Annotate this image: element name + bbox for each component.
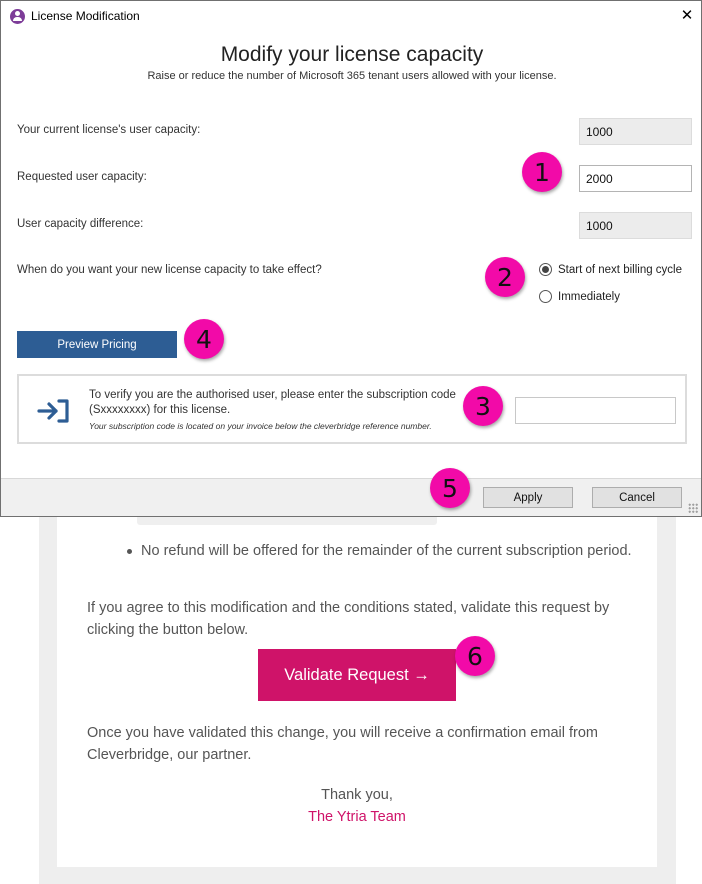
resize-grip-icon[interactable] (688, 503, 698, 513)
window-title: License Modification (31, 9, 140, 23)
radio-immediately[interactable] (539, 290, 620, 303)
sign-in-arrow-icon (37, 398, 71, 424)
callout-4: 4 (184, 319, 224, 359)
verify-instruction-line1: To verify you are the authorised user, please enter the subscription code (89, 389, 456, 401)
team-signature: The Ytria Team (308, 809, 406, 825)
radio-next-billing-cycle[interactable] (539, 263, 682, 276)
callout-6: 6 (455, 636, 495, 676)
title-bar[interactable] (1, 1, 701, 32)
confirmation-paragraph: Once you have validated this change, you will receive a confirmation email from Cleverbridge, our partner. (87, 725, 598, 763)
radio-next-billing-cycle-label: Start of next billing cycle (558, 263, 683, 276)
difference-field: 1000 (579, 212, 692, 239)
verification-panel (17, 374, 687, 444)
radio-immediately-label: Immediately (558, 290, 620, 303)
apply-button[interactable]: Apply (483, 487, 573, 508)
close-icon[interactable]: ✕ (680, 7, 694, 24)
preview-pricing-button[interactable]: Preview Pricing (17, 331, 177, 358)
cancel-button[interactable]: Cancel (592, 487, 682, 508)
current-capacity-field: 1000 (579, 118, 692, 145)
callout-3: 3 (463, 386, 503, 426)
requested-capacity-input[interactable]: 2000 (579, 165, 692, 192)
page-title: Modify your license capacity (220, 43, 484, 66)
callout-2: 2 (485, 257, 525, 297)
page-subtitle: Raise or reduce the number of Microsoft 365 tenant users allowed with your license. (147, 70, 557, 82)
verify-hint: Your subscription code is located on your invoice below the cleverbridge reference number. (89, 421, 432, 431)
thanks-text: Thank you, (321, 787, 393, 803)
callout-1: 1 (522, 152, 562, 192)
verify-instruction-line2: (Sxxxxxxxx) for this license. (89, 404, 231, 416)
callout-5: 5 (430, 468, 470, 508)
requested-capacity-label: Requested user capacity: (17, 171, 147, 183)
refund-bullet-text: No refund will be offered for the remainder of the current subscription period. (141, 543, 632, 559)
validate-request-button[interactable]: Validate Request → (258, 649, 456, 701)
effect-question: When do you want your new license capacity to take effect? (17, 264, 322, 276)
radio-selected-icon (539, 263, 552, 276)
ytria-app-icon (10, 9, 25, 24)
agree-paragraph: If you agree to this modification and the conditions stated, validate this request by clicking the button below. (87, 600, 610, 638)
difference-label: User capacity difference: (17, 218, 144, 230)
dialog-footer (1, 478, 701, 516)
subscription-code-input[interactable] (515, 397, 676, 424)
refund-bullet (127, 540, 647, 562)
email-card (57, 515, 657, 867)
bullet-dot-icon (127, 549, 132, 554)
current-capacity-label: Your current license's user capacity: (17, 124, 201, 136)
radio-unselected-icon (539, 290, 552, 303)
